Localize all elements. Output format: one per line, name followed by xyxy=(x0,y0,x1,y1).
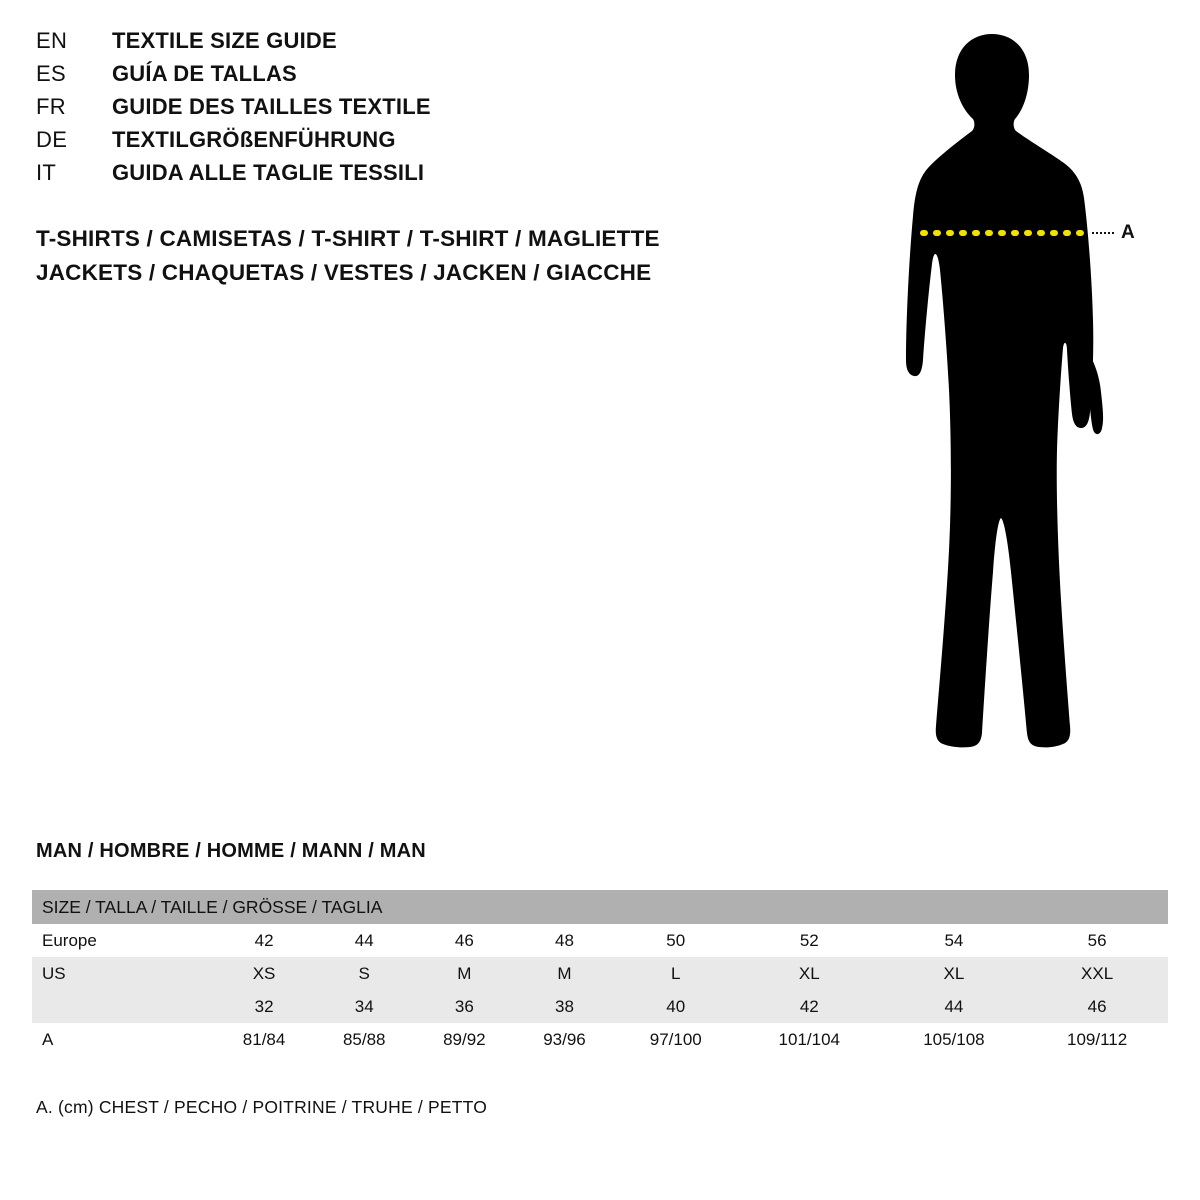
cell: 52 xyxy=(737,924,882,957)
language-header-block xyxy=(36,28,736,193)
cell: L xyxy=(615,957,737,990)
male-silhouette-figure xyxy=(820,20,1180,800)
category-block xyxy=(36,222,660,290)
table-header-label: SIZE / TALLA / TAILLE / GRÖSSE / TAGLIA xyxy=(32,890,1168,924)
language-title: TEXTILGRÖßENFÜHRUNG xyxy=(112,127,396,152)
cell: 44 xyxy=(314,924,414,957)
language-code: FR xyxy=(36,94,66,119)
cell: 34 xyxy=(314,990,414,1023)
cell: XS xyxy=(214,957,314,990)
cell: 101/104 xyxy=(737,1023,882,1056)
category-line-tshirts: T-SHIRTS / CAMISETAS / T-SHIRT / T-SHIRT / MAGLIETTE xyxy=(36,226,660,251)
cell: 48 xyxy=(514,924,614,957)
language-title: GUIDE DES TAILLES TEXTILE xyxy=(112,94,431,119)
language-title: TEXTILE SIZE GUIDE xyxy=(112,28,337,53)
chest-leader-dash xyxy=(1092,232,1114,234)
language-code: DE xyxy=(36,127,68,152)
language-row xyxy=(36,28,736,61)
cell: 42 xyxy=(214,924,314,957)
language-row xyxy=(36,94,736,127)
cell: 105/108 xyxy=(882,1023,1027,1056)
table-row xyxy=(32,990,1168,1023)
cell: 46 xyxy=(1026,990,1168,1023)
row-label: Europe xyxy=(32,924,214,957)
cell: 36 xyxy=(414,990,514,1023)
table-row xyxy=(32,1023,1168,1056)
cell: S xyxy=(314,957,414,990)
cell: 109/112 xyxy=(1026,1023,1168,1056)
row-label xyxy=(32,990,214,1023)
cell: 32 xyxy=(214,990,314,1023)
chest-measure-label: A xyxy=(1121,222,1135,243)
cell: 46 xyxy=(414,924,514,957)
language-row xyxy=(36,61,736,94)
group-title-man: MAN / HOMBRE / HOMME / MANN / MAN xyxy=(36,840,426,862)
silhouette-icon xyxy=(820,20,1180,800)
cell: 38 xyxy=(514,990,614,1023)
table-row xyxy=(32,924,1168,957)
category-line-jackets: JACKETS / CHAQUETAS / VESTES / JACKEN / GIACCHE xyxy=(36,260,652,285)
cell: 85/88 xyxy=(314,1023,414,1056)
cell: XL xyxy=(882,957,1027,990)
size-table xyxy=(32,890,1168,1056)
row-label: US xyxy=(32,957,214,990)
row-label: A xyxy=(32,1023,214,1056)
language-title: GUÍA DE TALLAS xyxy=(112,61,297,86)
table-row xyxy=(32,957,1168,990)
cell: 97/100 xyxy=(615,1023,737,1056)
cell: 50 xyxy=(615,924,737,957)
cell: 89/92 xyxy=(414,1023,514,1056)
language-row xyxy=(36,160,736,193)
cell: 42 xyxy=(737,990,882,1023)
language-title: GUIDA ALLE TAGLIE TESSILI xyxy=(112,160,425,185)
cell: XL xyxy=(737,957,882,990)
cell: M xyxy=(414,957,514,990)
cell: 54 xyxy=(882,924,1027,957)
cell: 56 xyxy=(1026,924,1168,957)
cell: 93/96 xyxy=(514,1023,614,1056)
cell: XXL xyxy=(1026,957,1168,990)
cell: M xyxy=(514,957,614,990)
language-code: EN xyxy=(36,28,68,53)
cell: 44 xyxy=(882,990,1027,1023)
language-code: ES xyxy=(36,61,66,86)
table-header-row xyxy=(32,890,1168,924)
cell: 40 xyxy=(615,990,737,1023)
language-code: IT xyxy=(36,160,57,185)
language-row xyxy=(36,127,736,160)
footnote-chest: A. (cm) CHEST / PECHO / POITRINE / TRUHE / PETTO xyxy=(36,1097,488,1117)
cell: 81/84 xyxy=(214,1023,314,1056)
